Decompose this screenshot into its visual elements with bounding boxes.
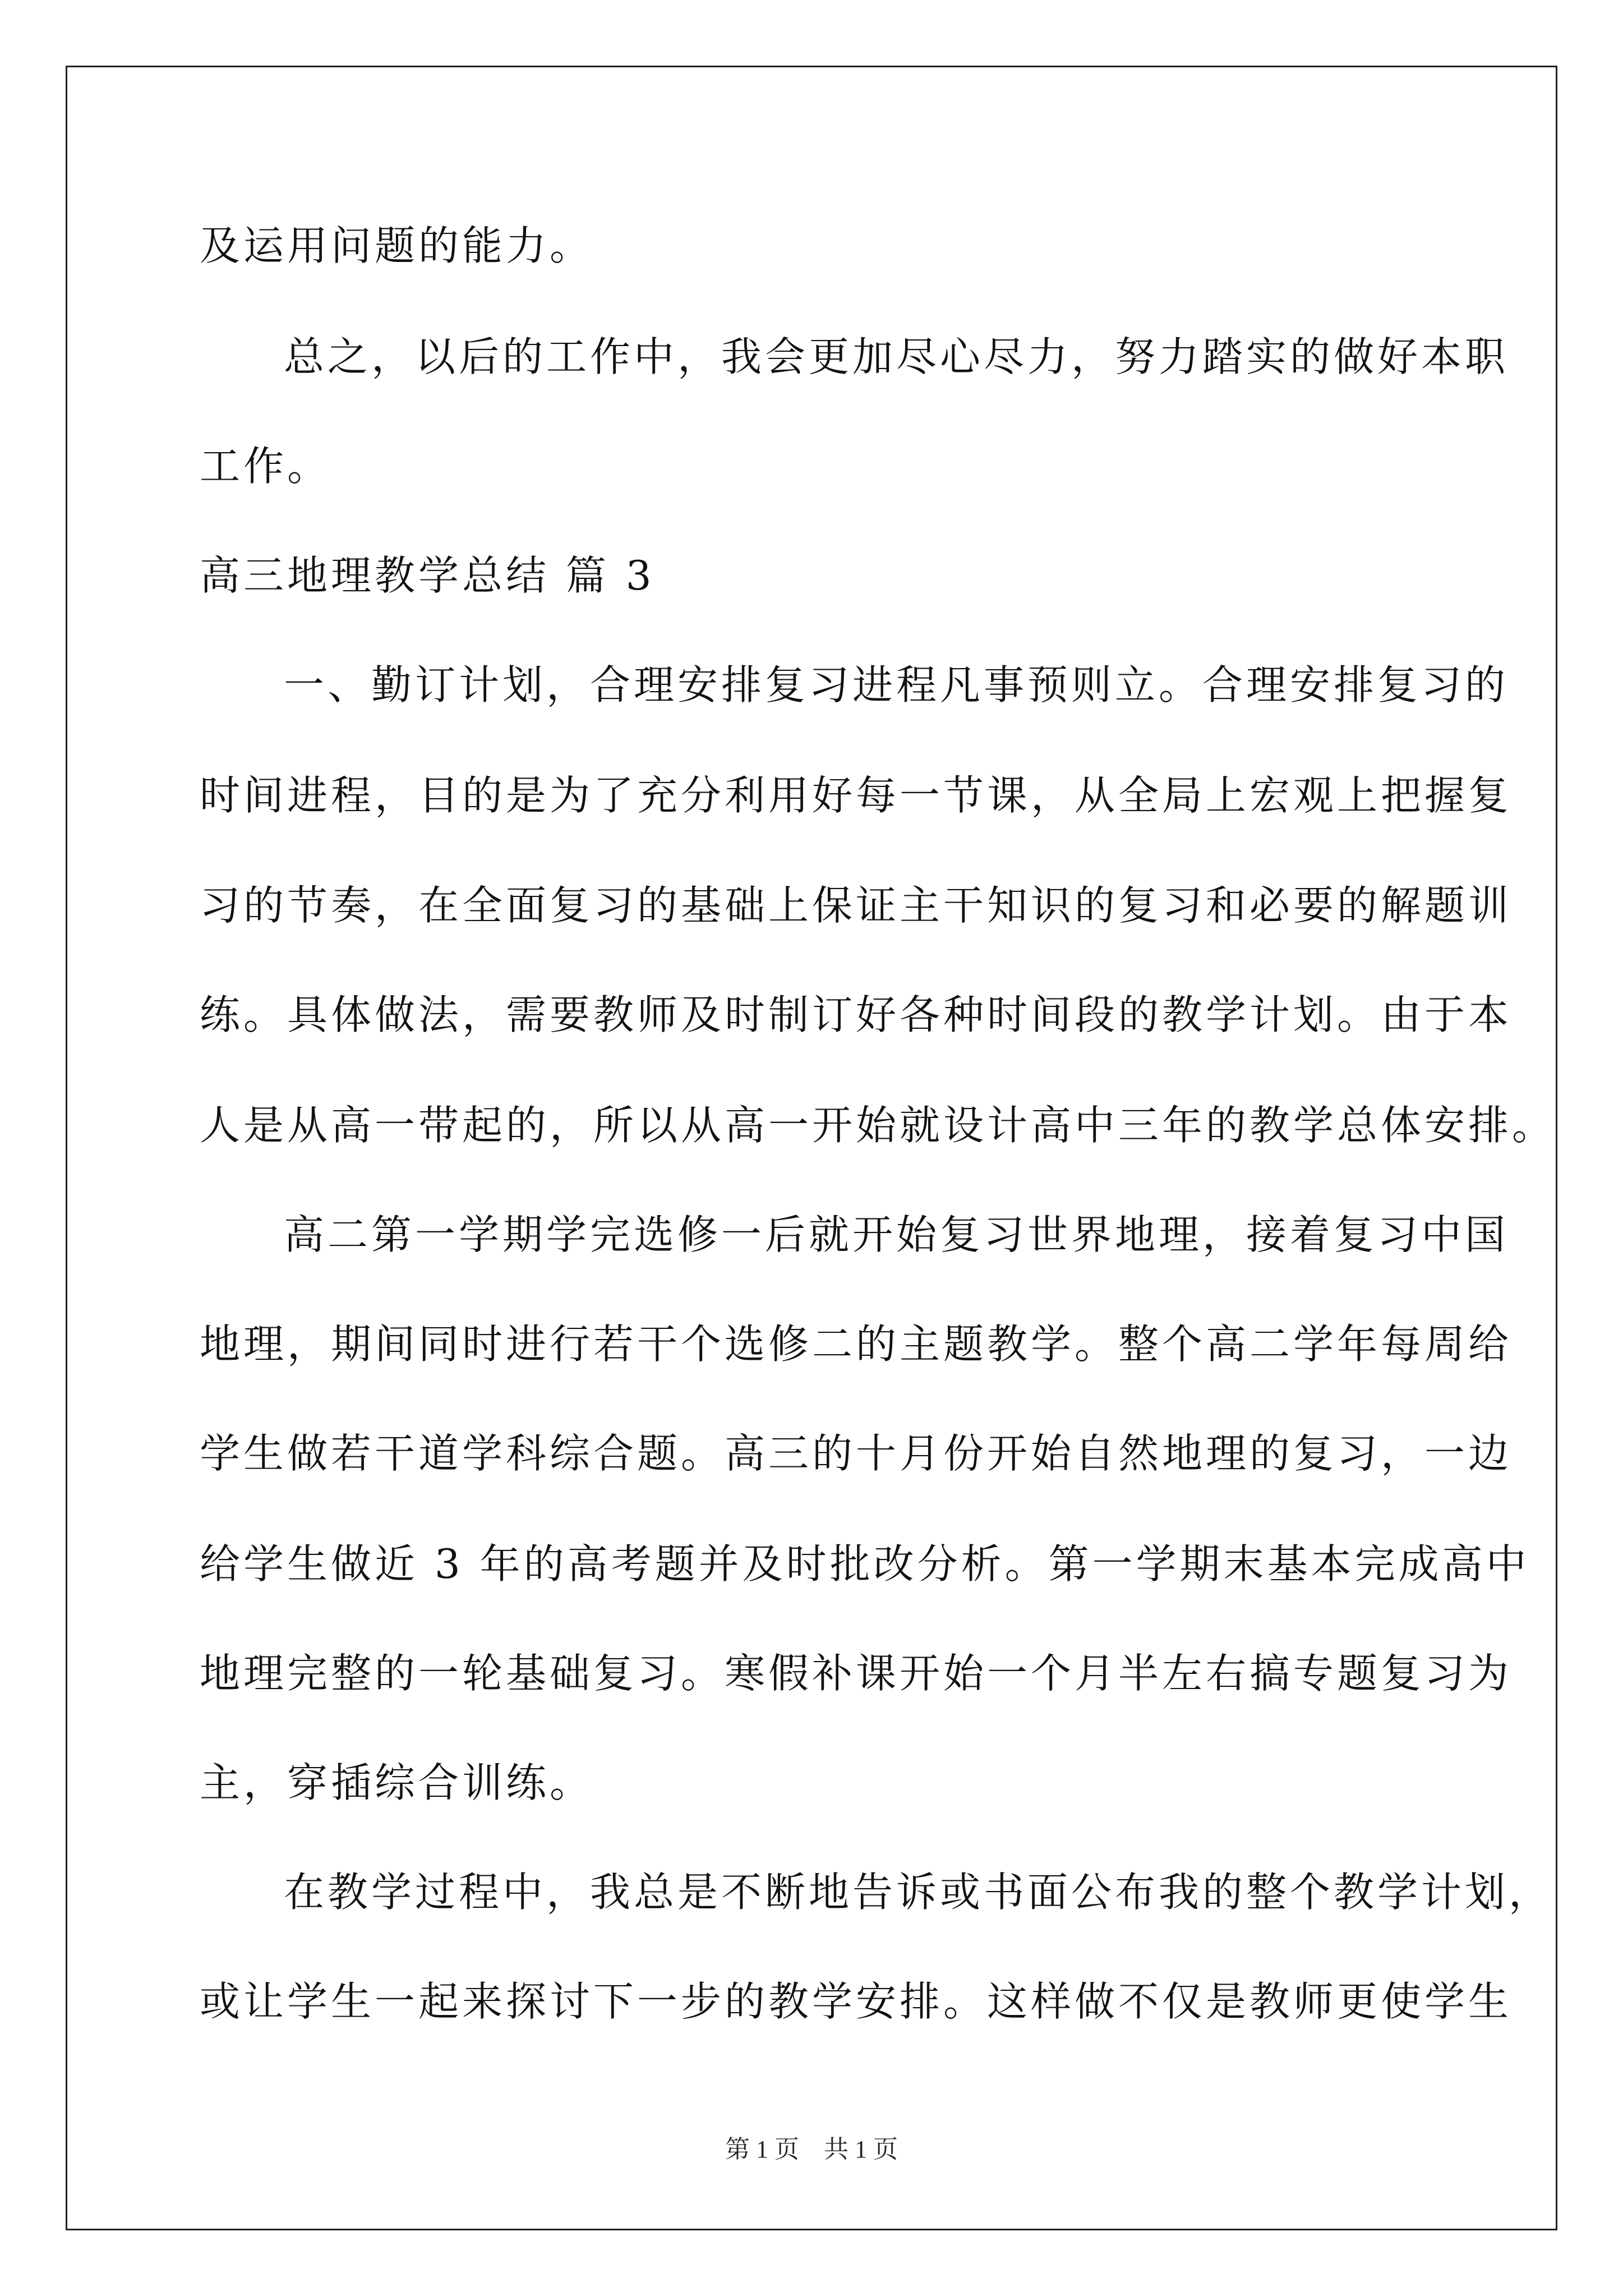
paragraph-line: 学生做若干道学科综合题。高三的十月份开始自然地理的复习，一边 <box>200 1430 1513 1477</box>
page-number-footer: 第 1 页 共 1 页 <box>725 2136 898 2163</box>
paragraph-line: 工作。 <box>200 443 331 490</box>
paragraph-line: 地理，期间同时进行若干个选修二的主题教学。整个高二学年每周给 <box>200 1320 1513 1368</box>
paragraph-line: 及运用问题的能力。 <box>200 222 594 269</box>
paragraph-line: 给学生做近 3 年的高考题并及时批改分析。第一学期末基本完成高中 <box>200 1540 1530 1588</box>
paragraph-line: 主，穿插综合训练。 <box>200 1759 594 1806</box>
paragraph-line: 地理完整的一轮基础复习。寒假补课开始一个月半左右搞专题复习为 <box>200 1650 1513 1697</box>
paragraph-line: 一、勤订计划，合理安排复习进程凡事预则立。合理安排复习的 <box>284 661 1509 708</box>
paragraph-line: 习的节奏，在全面复习的基础上保证主干知识的复习和必要的解题训 <box>200 882 1513 929</box>
paragraph-line: 总之，以后的工作中，我会更加尽心尽力，努力踏实的做好本职 <box>284 333 1509 380</box>
section-heading: 高三地理教学总结 篇 3 <box>200 552 655 599</box>
paragraph-line: 时间进程，目的是为了充分利用好每一节课，从全局上宏观上把握复 <box>200 772 1513 819</box>
paragraph-line: 人是从高一带起的，所以从高一开始就设计高中三年的教学总体安排。 <box>200 1102 1556 1149</box>
paragraph-line: 练。具体做法，需要教师及时制订好各种时间段的教学计划。由于本 <box>200 991 1513 1038</box>
paragraph-line: 或让学生一起来探讨下一步的教学安排。这样做不仅是教师更使学生 <box>200 1978 1513 2025</box>
paragraph-line: 高二第一学期学完选修一后就开始复习世界地理，接着复习中国 <box>284 1211 1509 1258</box>
paragraph-line: 在教学过程中，我总是不断地告诉或书面公布我的整个教学计划， <box>284 1869 1553 1916</box>
